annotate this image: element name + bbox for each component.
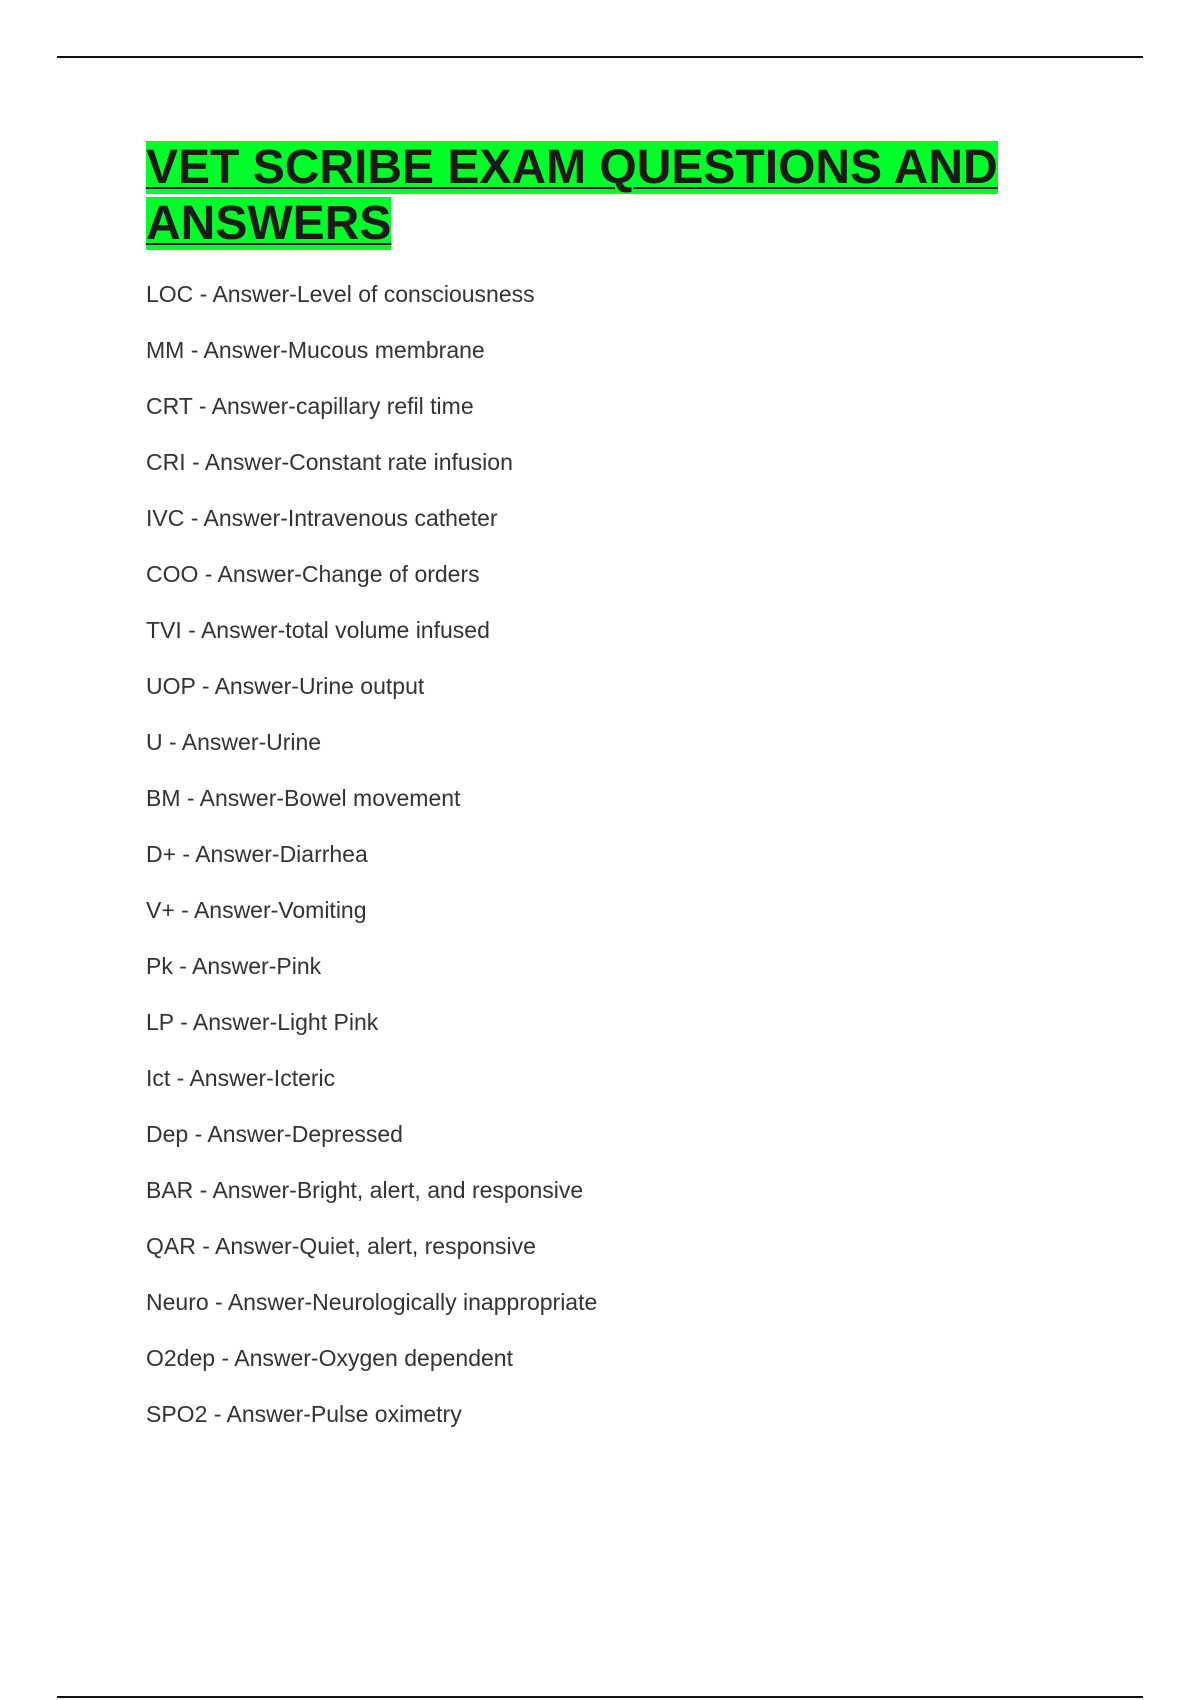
qa-item: SPO2 - Answer-Pulse oximetry <box>146 1401 462 1427</box>
document-title <box>146 140 1066 252</box>
qa-item: U - Answer-Urine <box>146 729 322 755</box>
qa-item: CRT - Answer-capillary refil time <box>146 393 474 419</box>
qa-item: Pk - Answer-Pink <box>146 953 322 979</box>
qa-item: D+ - Answer-Diarrhea <box>146 841 368 867</box>
qa-item: Neuro - Answer-Neurologically inappropriate <box>146 1289 598 1315</box>
qa-item: Dep - Answer-Depressed <box>146 1121 403 1147</box>
qa-item: IVC - Answer-Intravenous catheter <box>146 505 498 531</box>
qa-item: COO - Answer-Change of orders <box>146 561 480 587</box>
qa-item: QAR - Answer-Quiet, alert, responsive <box>146 1233 536 1259</box>
qa-item: BM - Answer-Bowel movement <box>146 785 461 811</box>
qa-item: TVI - Answer-total volume infused <box>146 617 490 643</box>
header-rule <box>57 56 1143 58</box>
footer-rule <box>57 1696 1143 1698</box>
qa-item: CRI - Answer-Constant rate infusion <box>146 449 513 475</box>
qa-item: LP - Answer-Light Pink <box>146 1009 379 1035</box>
qa-item: Ict - Answer-Icteric <box>146 1065 336 1091</box>
qa-item: BAR - Answer-Bright, alert, and responsive <box>146 1177 584 1203</box>
qa-item: MM - Answer-Mucous membrane <box>146 337 485 363</box>
document-title-text: VET SCRIBE EXAM QUESTIONS AND ANSWERS <box>146 141 998 250</box>
qa-item: UOP - Answer-Urine output <box>146 673 425 699</box>
qa-list <box>146 280 1066 1456</box>
document-body <box>146 140 1066 1456</box>
qa-item: V+ - Answer-Vomiting <box>146 897 367 923</box>
qa-item: O2dep - Answer-Oxygen dependent <box>146 1345 513 1371</box>
qa-item: LOC - Answer-Level of consciousness <box>146 281 535 307</box>
